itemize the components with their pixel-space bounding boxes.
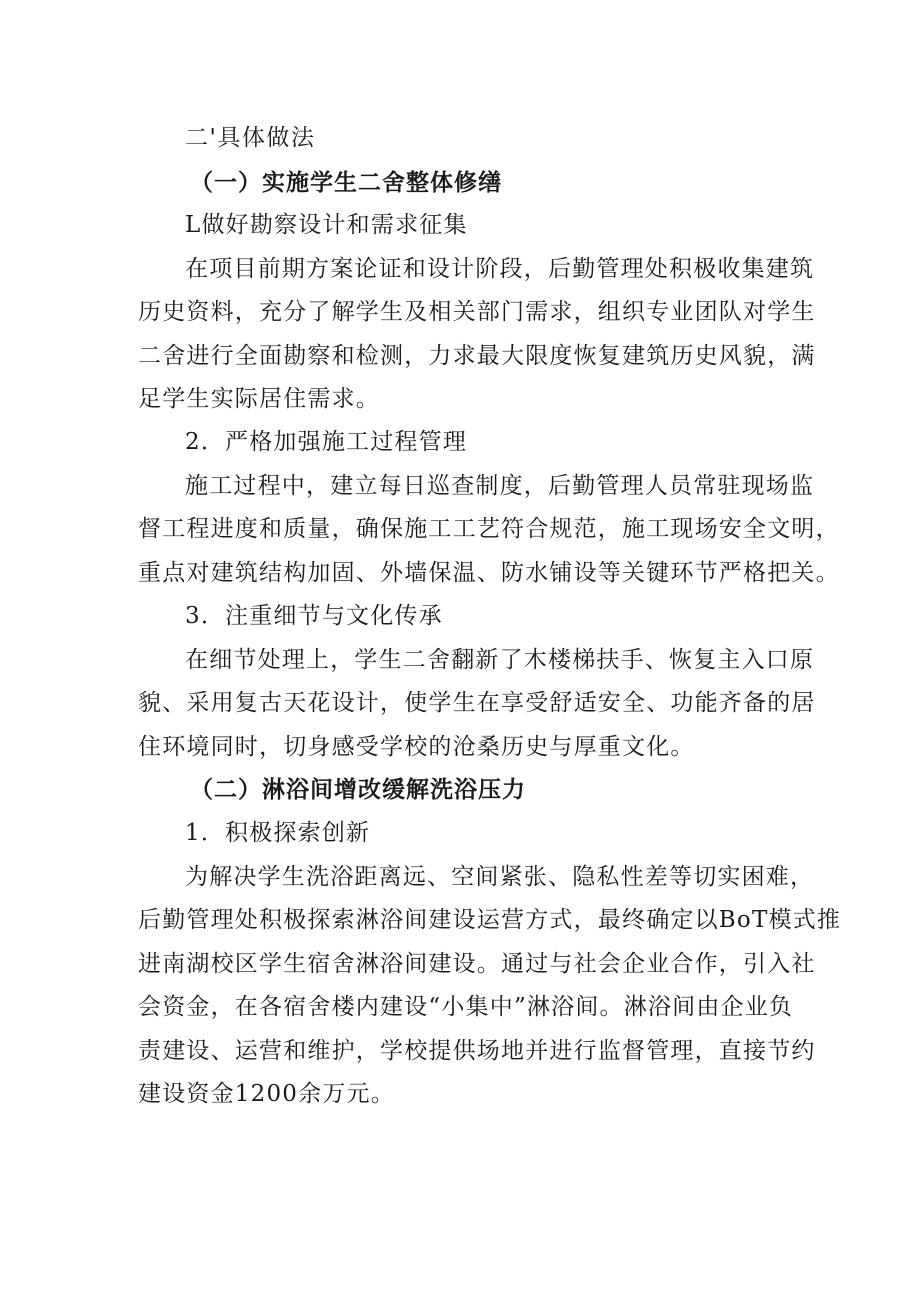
paragraph-line: 建设资金1200余万元。 (138, 1081, 395, 1107)
paragraph-line: 足学生实际居住需求。 (138, 386, 380, 412)
paragraph-line: 施工过程中，建立每日巡查制度，后勤管理人员常驻现场监 (185, 473, 815, 499)
paragraph-line: 在细节处理上，学生二舍翻新了木楼梯扶手、恢复主入口原 (185, 647, 815, 673)
subsection-title-1: （一）实施学生二舍整体修缮 (190, 170, 502, 196)
item-title-1-1: L做好勘察设计和需求征集 (185, 212, 468, 238)
item-title-1-3: 3．注重细节与文化传承 (185, 603, 443, 629)
section-heading: 二'具体做法 (185, 125, 316, 151)
paragraph-line: 督工程进度和质量，确保施工工艺符合规范，施工现场安全文明， (138, 516, 840, 542)
paragraph-line: 重点对建筑结构加固、外墙保温、防水铺设等关键环节严格把关。 (138, 560, 840, 586)
paragraph-line: 进南湖校区学生宿舍淋浴间建设。通过与社会企业合作，引入社 (138, 951, 816, 977)
paragraph-line: 住环境同时，切身感受学校的沧桑历史与厚重文化。 (138, 734, 695, 760)
paragraph-line: 责建设、运营和维护，学校提供场地并进行监督管理，直接节约 (138, 1038, 816, 1064)
paragraph-line: 会资金，在各宿舍楼内建设“小集中”淋浴间。淋浴间由企业负 (138, 994, 794, 1020)
paragraph-line: 后勤管理处积极探索淋浴间建设运营方式，最终确定以BoT模式推 (138, 907, 842, 933)
paragraph-line: 二舍进行全面勘察和检测，力求最大限度恢复建筑历史风貌，满 (138, 343, 816, 369)
paragraph-line: 在项目前期方案论证和设计阶段，后勤管理处积极收集建筑 (185, 256, 815, 282)
subsection-title-2: （二）淋浴间增改缓解洗浴压力 (190, 777, 526, 803)
paragraph-line: 历史资料，充分了解学生及相关部门需求，组织专业团队对学生 (138, 299, 816, 325)
paragraph-line: 为解决学生洗浴距离远、空间紧张、隐私性差等切实困难， (185, 864, 815, 890)
item-title-1-2: 2．严格加强施工过程管理 (185, 429, 468, 455)
item-title-2-1: 1．积极探索创新 (185, 820, 371, 846)
paragraph-line: 貌、采用复古天花设计，使学生在享受舒适安全、功能齐备的居 (138, 690, 816, 716)
